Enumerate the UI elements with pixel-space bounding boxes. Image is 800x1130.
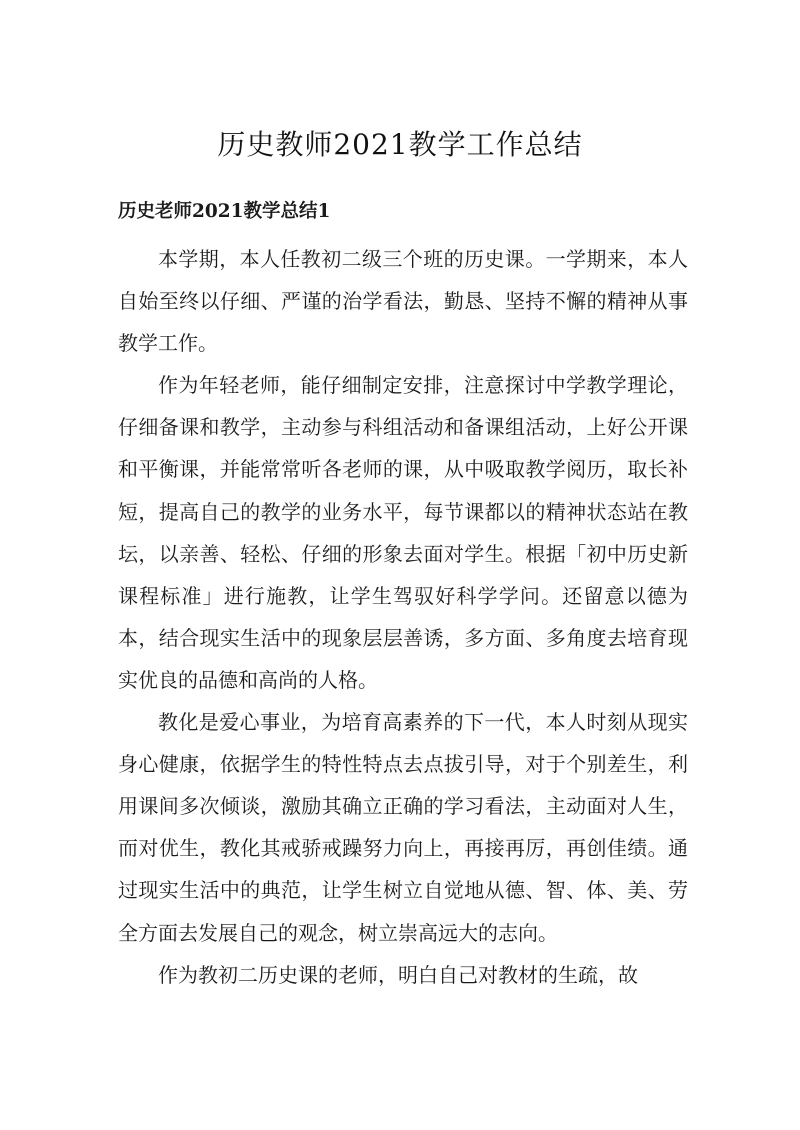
paragraph: 教化是爱心事业，为培育高素养的下一代，本人时刻从现实身心健康，依据学生的特性特点去点拔引导，对于个别差生，利用课间多次倾谈，激励其确立正确的学习看法，主动面对人生，而对优生，教化其戒骄戒躁努力向上，再接再厉，再创佳绩。通过现实生活中的典范，让学生树立自觉地从德、智、体、美、劳全方面去发展自己的观念，树立崇高远大的志向。 [118, 710, 688, 945]
paragraph: 本学期，本人任教初二级三个班的历史课。一学期来，本人自始至终以仔细、严谨的治学看法，勤恳、坚持不懈的精神从事教学工作。 [118, 247, 688, 356]
document-body [118, 238, 688, 996]
document-title: 历史教师2021教学工作总结 [217, 128, 583, 161]
paragraph: 作为教初二历史课的老师，明白自己对教材的生疏，故 [158, 962, 638, 987]
paragraph: 作为年轻老师，能仔细制定安排，注意探讨中学教学理论，仔细备课和教学，主动参与科组活动和备课组活动，上好公开课和平衡课，并能常常听各老师的课，从中吸取教学阅历，取长补短，提高自己的教学的业务水平，每节课都以的精神状态站在教坛，以亲善、轻松、仔细的形象去面对学生。根据「初中历史新课程标准」进行施教，让学生驾驭好科学学问。还留意以德为本，结合现实生活中的现象层层善诱，多方面、多角度去培育现实优良的品德和高尚的人格。 [118, 373, 688, 692]
section-heading: 历史老师2021教学总结1 [118, 201, 331, 222]
